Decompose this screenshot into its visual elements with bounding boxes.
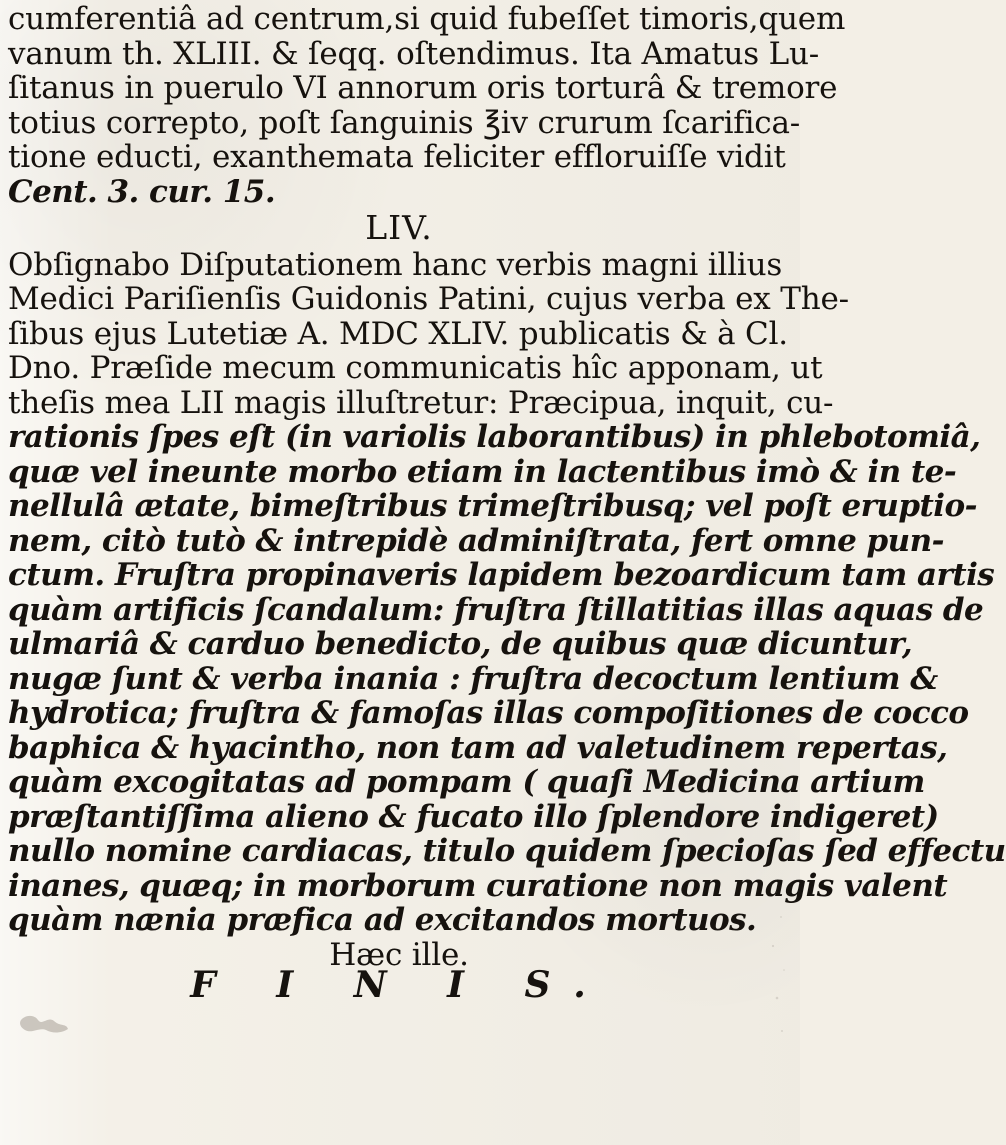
citation-line: Cent. 3. cur. 15. <box>8 173 276 210</box>
quoted-line-13: rationis ſpes eſt (in variolis laborantibus) in phlebotomiâ, <box>8 419 981 455</box>
finis-title: F I N I S. <box>190 964 610 1006</box>
text-line-11: Dno. Præſide mecum communicatis hîc apponam, ut <box>8 350 823 386</box>
ink-smudge-icon <box>18 1012 70 1038</box>
paper-speckle-icon <box>768 880 790 1050</box>
quoted-line-14: quæ vel ineunte morbo etiam in lactentibus imò & in te- <box>8 453 957 490</box>
text-line-5: tione educti, exanthemata feliciter effloruiſſe vidit <box>8 139 786 175</box>
section-heading-liv: LIV. <box>365 208 433 247</box>
quoted-line-15: nellulâ ætate, bimeſtribus trimeſtribusq; vel poſt eruptio- <box>8 488 977 524</box>
text-line-8: Obſignabo Diſputationem hanc verbis magni illius <box>8 246 783 283</box>
closing-line: Hæc ille. <box>329 936 469 973</box>
quoted-line-27: quàm nænia præfica ad excitandos mortuos. <box>8 902 757 938</box>
text-line-9: Medici Pariſienſis Guidonis Patini, cujus verba ex The- <box>8 281 849 317</box>
body-text-block <box>8 1 1006 973</box>
quoted-line-24: præſtantiſſima alieno & fucato illo ſplendore indigeret) <box>8 798 939 835</box>
quoted-line-18: quàm artificis ſcandalum: fruſtra ſtillatitias illas aquas de <box>8 591 984 628</box>
text-line-4: totius correpto, poſt ſanguinis ℥iv crurum ſcarifica- <box>8 104 801 141</box>
text-line-12: theſis mea LII magis illuſtretur: Præcipua, inquit, cu- <box>8 384 834 421</box>
quoted-line-26: inanes, quæq; in morborum curatione non magis valent <box>8 867 948 904</box>
text-line-10: ſibus ejus Lutetiæ A. MDC XLIV. publicatis & à Cl. <box>8 315 788 352</box>
quoted-line-21: hydrotica; fruſtra & famoſas illas compoſitiones de cocco <box>8 695 969 731</box>
quoted-line-17: ctum. Fruſtra propinaveris lapidem bezoardicum tam artis <box>8 557 995 593</box>
quoted-line-19: ulmariâ & carduo benedicto, de quibus quæ dicuntur, <box>8 626 913 662</box>
text-line-2: vanum th. XLIII. & ſeqq. oſtendimus. Ita Amatus Lu- <box>8 35 820 72</box>
text-line-3: ſitanus in puerulo VI annorum oris torturâ & tremore <box>8 70 838 106</box>
quoted-line-25: nullo nomine cardiacas, titulo quidem ſpecioſas ſed effectu <box>8 833 1006 869</box>
quoted-line-20: nugæ ſunt & verba inania : fruſtra decoctum lentium & <box>8 660 938 697</box>
quoted-line-23: quàm excogitatas ad pompam ( quaſi Medicina artium <box>8 764 925 800</box>
quoted-line-16: nem, citò tutò & intrepidè adminiſtrata, fert omne pun- <box>8 522 944 559</box>
quoted-line-22: baphica & hyacintho, non tam ad valetudinem repertas, <box>8 729 948 766</box>
text-line-1: cumferentiâ ad centrum,si quid fubeſſet timoris,quem <box>8 1 846 37</box>
